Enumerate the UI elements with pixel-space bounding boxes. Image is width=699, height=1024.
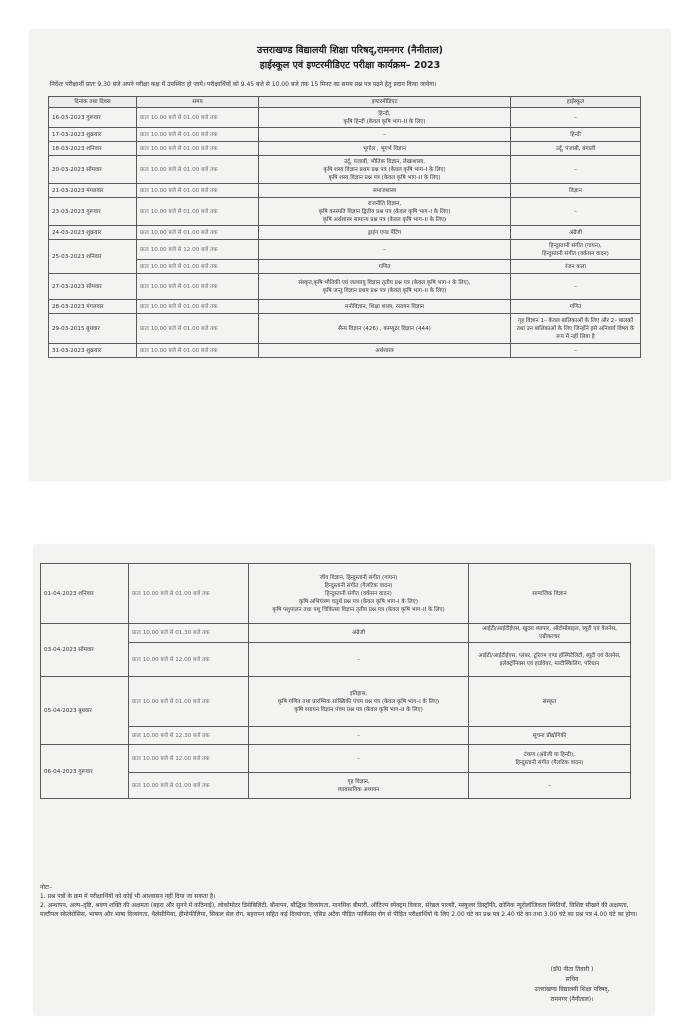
date-cell: 27-03-2023 सोमवार — [49, 274, 137, 300]
time-cell: प्रातः 10.00 बजे से 01.00 बजे तक — [137, 128, 259, 142]
signature-block — [502, 965, 642, 1005]
highschool-subject-cell: आईटी/आईटीईएस, खुदरा व्यापार, ऑटोमोबाइल, ब्यूटी एवं वेलनेस, एग्रीकल्चर — [469, 624, 631, 643]
schedule-row — [49, 240, 641, 260]
intermediate-subject-cell: – — [249, 643, 469, 677]
time-cell: प्रातः 10.00 बजे से 01.00 बजे तक — [137, 260, 259, 274]
schedule-row — [49, 156, 641, 184]
date-cell: 25-03-2023 शनिवार — [49, 240, 137, 274]
time-cell: प्रातः 10.00 बजे से 12.00 बजे तक — [137, 240, 259, 260]
time-cell: प्रातः 10.00 बजे से 01.00 बजे तक — [137, 108, 259, 128]
signatory-role: सचिव — [565, 976, 579, 983]
time-cell: प्रातः 10.00 बजे से 01.00 बजे तक — [137, 314, 259, 344]
note-title: नोटः– — [40, 884, 53, 891]
signatory-name: (डॉ0 नीता तिवारी ) — [550, 966, 594, 973]
intermediate-subject-cell: – — [249, 745, 469, 773]
date-cell: 29-03-2015 बुधवार — [49, 314, 137, 344]
time-cell: प्रातः 10.00 बजे से 01.00 बजे तक — [137, 274, 259, 300]
intermediate-subject-cell: हिन्दी, कृषि हिन्दी (केवल कृषि भाग–II के लिए) — [259, 108, 511, 128]
date-cell: 03-04-2023 सोमवार — [41, 624, 129, 677]
notes-section — [40, 883, 640, 919]
date-cell: 06-04-2023 गुरूवार — [41, 745, 129, 799]
highschool-subject-cell: सूचना प्रौद्योगिकी — [469, 727, 631, 745]
date-cell: 28-03-2023 मंगलवार — [49, 300, 137, 314]
schedule-row — [49, 344, 641, 358]
signatory-place: रामनगर (नैनीताल)। — [550, 996, 594, 1003]
time-cell: प्रातः 10.00 बजे से 01.30 बजे तक — [129, 624, 249, 643]
highschool-subject-cell: – — [511, 108, 641, 128]
highschool-subject-cell: गृह विज्ञान 1– केवल बालिकाओं के लिए और 2– बालकों तथा उन बालिकाओं के लिए जिन्होंने इसे अनिवार्य विषय के रूप में नहीं लिया है — [511, 314, 641, 344]
schedule-row — [41, 773, 631, 799]
note-1: 1. प्रश्न पत्रों के क्रम में परीक्षार्थियों को कोई भी आश्वासन नहीं दिया जा सकता है। — [40, 893, 216, 900]
time-cell: प्रातः 10.00 बजे से 01.00 बजे तक — [137, 344, 259, 358]
highschool-subject-cell: गणित — [511, 300, 641, 314]
highschool-subject-cell: – — [511, 344, 641, 358]
instruction-text: निर्देशः परीक्षार्थी प्रातः 9.30 बजे अपने परीक्षा कक्ष में उपस्थित हो जायें। परीक्षार्थियों को 9.45 बजे से 10.00 बजे तक 15 मिनट का समय प्रश्न पत्र पढ़ने हेतु प्रदान किया जायेगा। — [50, 81, 437, 88]
highschool-subject-cell: टंकण (अंग्रेजी या हिन्दी), हिन्दुस्तानी संगीत (गैलटिक वादन) — [469, 745, 631, 773]
note-2: 2. अन्धापन, अल्प–दृष्टि, श्रवण शक्ति की अक्षमता (बहरा और सुनने में कठिनाई), लोकोमोटर डिसेबिलिटी, बौनापन, बौद्धिक दिव्यांगता, मानसिक बीमारी, ऑटिज्म स्पेक्ट्रम विकार, सेरेब्रल पाल्सी, मस्कुलर डिस्ट्रॉफी, क्रोनिक न्यूरोलॉजिकल स्थितियाँ, विशिष्ट सीखने की अक्षमता, मल्टीपल स्केलेरोसिस, भाषण और भाषा दिव्यांगता, थैलेसीमिया, हीमोफीलिया, सिकल सेल रोग, बहरापन सहित कई दिव्यांगता, एसिड अटैक पीड़ित पार्किंसंस रोग से पीड़ित परीक्षार्थियों के लिए 2.00 घंटे का प्रश्न पत्र 2.40 घंटे का तथा 3.00 घंटे का प्रश्न पत्र 4.00 घंटे का होगा। — [40, 902, 638, 918]
intermediate-subject-cell: – — [259, 128, 511, 142]
schedule-row — [41, 745, 631, 773]
highschool-subject-cell: – — [511, 274, 641, 300]
time-cell: प्रातः 10.00 बजे से 01.00 बजे तक — [129, 773, 249, 799]
date-cell: 23-03-2023 गुरूवार — [49, 198, 137, 226]
schedule-row — [49, 314, 641, 344]
highschool-subject-cell: हिन्दी — [511, 128, 641, 142]
date-cell: 24-03-2023 शुक्रवार — [49, 226, 137, 240]
intermediate-subject-cell: अर्थशास्त्र — [259, 344, 511, 358]
intermediate-subject-cell: – — [249, 727, 469, 745]
intermediate-subject-cell: गणित — [259, 260, 511, 274]
intermediate-subject-cell: उर्दू, पंजाबी, भौतिक विज्ञान, लेखाशास्त्र, कृषि शस्य विज्ञान प्रथम प्रश्न पत्र (केवल कृषि भाग–I के लिए) कृषि शस्य विज्ञान प्रश्न पत्र (केवल कृषि भाग–II के लिए) — [259, 156, 511, 184]
intermediate-subject-cell: इतिहास, कृषि गणित तथा प्रारम्भिक सांख्यिकी पंचम प्रश्न पत्र (केवल कृषि भाग–I के लिए) कृषि रसायन विज्ञान पंचम प्रश्न पत्र (केवल कृषि भाग–II के लिए) — [249, 677, 469, 727]
column-header: हाईस्कूल — [511, 97, 641, 108]
schedule-row — [41, 643, 631, 677]
highschool-subject-cell: हिन्दुस्तानी संगीत (गायन), हिन्दुस्तानी संगीत (वर्कसन वादन) — [511, 240, 641, 260]
intermediate-subject-cell: भूगोल , भूगर्भ विज्ञान — [259, 142, 511, 156]
intermediate-subject-cell: संस्कृत,कृषि भौतिकी एवं जलवायु विज्ञान तृतीय प्रश्न पत्र (केवल कृषि भाग–I के लिए), कृषि जन्तु विज्ञान प्रथम प्रश्न पत्र (केवल कृषि भाग–II के लिए) — [259, 274, 511, 300]
highschool-subject-cell: – — [511, 156, 641, 184]
schedule-row — [49, 184, 641, 198]
time-cell: प्रातः 10.00 बजे से 01.00 बजे तक — [137, 184, 259, 198]
signatory-org: उत्तराखण्ड विद्यालयी शिक्षा परिषद्, — [534, 986, 610, 993]
highschool-subject-cell: आईटी/आईटीईएस, प्लंबर, टूरिज्म एण्ड हॉस्पिटैलिटी, ब्यूटी एवं वेलनेस, इलेक्ट्रॉनिक्स एवं हार्डवेयर, मल्टीस्किलिंग, परिधान — [469, 643, 631, 677]
time-cell: प्रातः 10.00 बजे से 01.00 बजे तक — [137, 198, 259, 226]
schedule-row — [49, 226, 641, 240]
schedule-row — [49, 108, 641, 128]
schedule-row — [41, 677, 631, 727]
intermediate-subject-cell: समाजशास्त्र — [259, 184, 511, 198]
schedule-row — [41, 624, 631, 643]
time-cell: प्रातः 10.00 बजे से 01.00 बजे तक — [137, 156, 259, 184]
time-cell: प्रातः 10.00 बजे से 12.00 बजे तक — [129, 643, 249, 677]
time-cell: प्रातः 10.00 बजे से 01.00 बजे तक — [137, 226, 259, 240]
schedule-row — [49, 300, 641, 314]
column-header: इण्टरमीडिएट — [259, 97, 511, 108]
highschool-subject-cell: सामाजिक विज्ञान — [469, 564, 631, 624]
time-cell: प्रातः 10.00 बजे से 01.00 बजे तक — [137, 300, 259, 314]
highschool-subject-cell: संस्कृत — [469, 677, 631, 727]
date-cell: 21-03-2023 मंगलवार — [49, 184, 137, 198]
date-cell: 18-03-2023 शनिवार — [49, 142, 137, 156]
schedule-row — [41, 564, 631, 624]
time-cell: प्रातः 10.00 बजे से 01.00 बजे तक — [129, 564, 249, 624]
schedule-row — [49, 198, 641, 226]
schedule-table-2 — [40, 563, 631, 799]
date-cell: 05-04-2023 बुधवार — [41, 677, 129, 745]
highschool-subject-cell: अंग्रेजी — [511, 226, 641, 240]
date-cell: 20-03-2023 सोमवार — [49, 156, 137, 184]
time-cell: प्रातः 10.00 बजे से 01.00 बजे तक — [137, 142, 259, 156]
intermediate-subject-cell: अंग्रेजी — [249, 624, 469, 643]
date-cell: 31-03-2023 शुक्रवार — [49, 344, 137, 358]
schedule-row — [49, 142, 641, 156]
board-title: उत्तराखण्ड विद्यालयी शिक्षा परिषद्,रामनगर (नैनीताल) — [257, 45, 443, 56]
schedule-row — [49, 128, 641, 142]
date-cell: 16-03-2023 गुरूवार — [49, 108, 137, 128]
intermediate-subject-cell: जीव विज्ञान, हिन्दुस्तानी संगीत (गायन) हिन्दुस्तानी संगीत (गैलटिक वादन) हिन्दुस्तानी संगीत (वर्कसन वादन) कृषि अभियंत्रण चतुर्थ प्रश्न पत्र (केवल कृषि भाग–I के लिए) कृषि पशुपालन तथा पशु चिकित्सा विज्ञान तृतीय प्रश्न पत्र (केवल कृषि भाग–II के लिए) — [249, 564, 469, 624]
column-header: समय — [137, 97, 259, 108]
intermediate-subject-cell: राजनीति विज्ञान, कृषि वनस्पति विज्ञान द्वितीय प्रश्न पत्र (केवल कृषि भाग–I के लिए) कृषि अर्थशास्त्र सामान्य प्रश्न पत्र (केवल कृषि भाग–II के लिए) — [259, 198, 511, 226]
schedule-row — [49, 274, 641, 300]
intermediate-subject-cell: सैन्य विज्ञान (426) , कम्प्यूटर विज्ञान (444) — [259, 314, 511, 344]
schedule-title: हाईस्कूल एवं इण्टरमीडिएट परीक्षा कार्यक्रम– 2023 — [259, 60, 441, 71]
highschool-subject-cell: – — [469, 773, 631, 799]
date-cell: 17-03-2023 शुक्रवार — [49, 128, 137, 142]
intermediate-subject-cell: गृह विज्ञान, व्यावसायिक अध्ययन — [249, 773, 469, 799]
schedule-row — [41, 727, 631, 745]
schedule-table-1 — [48, 96, 641, 358]
highschool-subject-cell: – — [511, 198, 641, 226]
intermediate-subject-cell: मनोविज्ञान, शिक्षा शास्त्र, रसायन विज्ञान — [259, 300, 511, 314]
schedule-row — [49, 260, 641, 274]
highschool-subject-cell: उर्दू, पंजाबी, बंगाली — [511, 142, 641, 156]
time-cell: प्रातः 10.00 बजे से 12.00 बजे तक — [129, 745, 249, 773]
highschool-subject-cell: विज्ञान — [511, 184, 641, 198]
intermediate-subject-cell: – — [259, 240, 511, 260]
time-cell: प्रातः 10.00 बजे से 12.30 बजे तक — [129, 727, 249, 745]
column-header: दिनांक तथा दिवस — [49, 97, 137, 108]
exam-schedule-page-1 — [30, 30, 670, 480]
date-cell: 01-04-2023 शनिवार — [41, 564, 129, 624]
intermediate-subject-cell: ड्राइंग एण्ड पेंटिंग — [259, 226, 511, 240]
highschool-subject-cell: रंजन कला — [511, 260, 641, 274]
time-cell: प्रातः 10.00 बजे से 01.00 बजे तक — [129, 677, 249, 727]
exam-schedule-page-2 — [34, 545, 654, 1015]
